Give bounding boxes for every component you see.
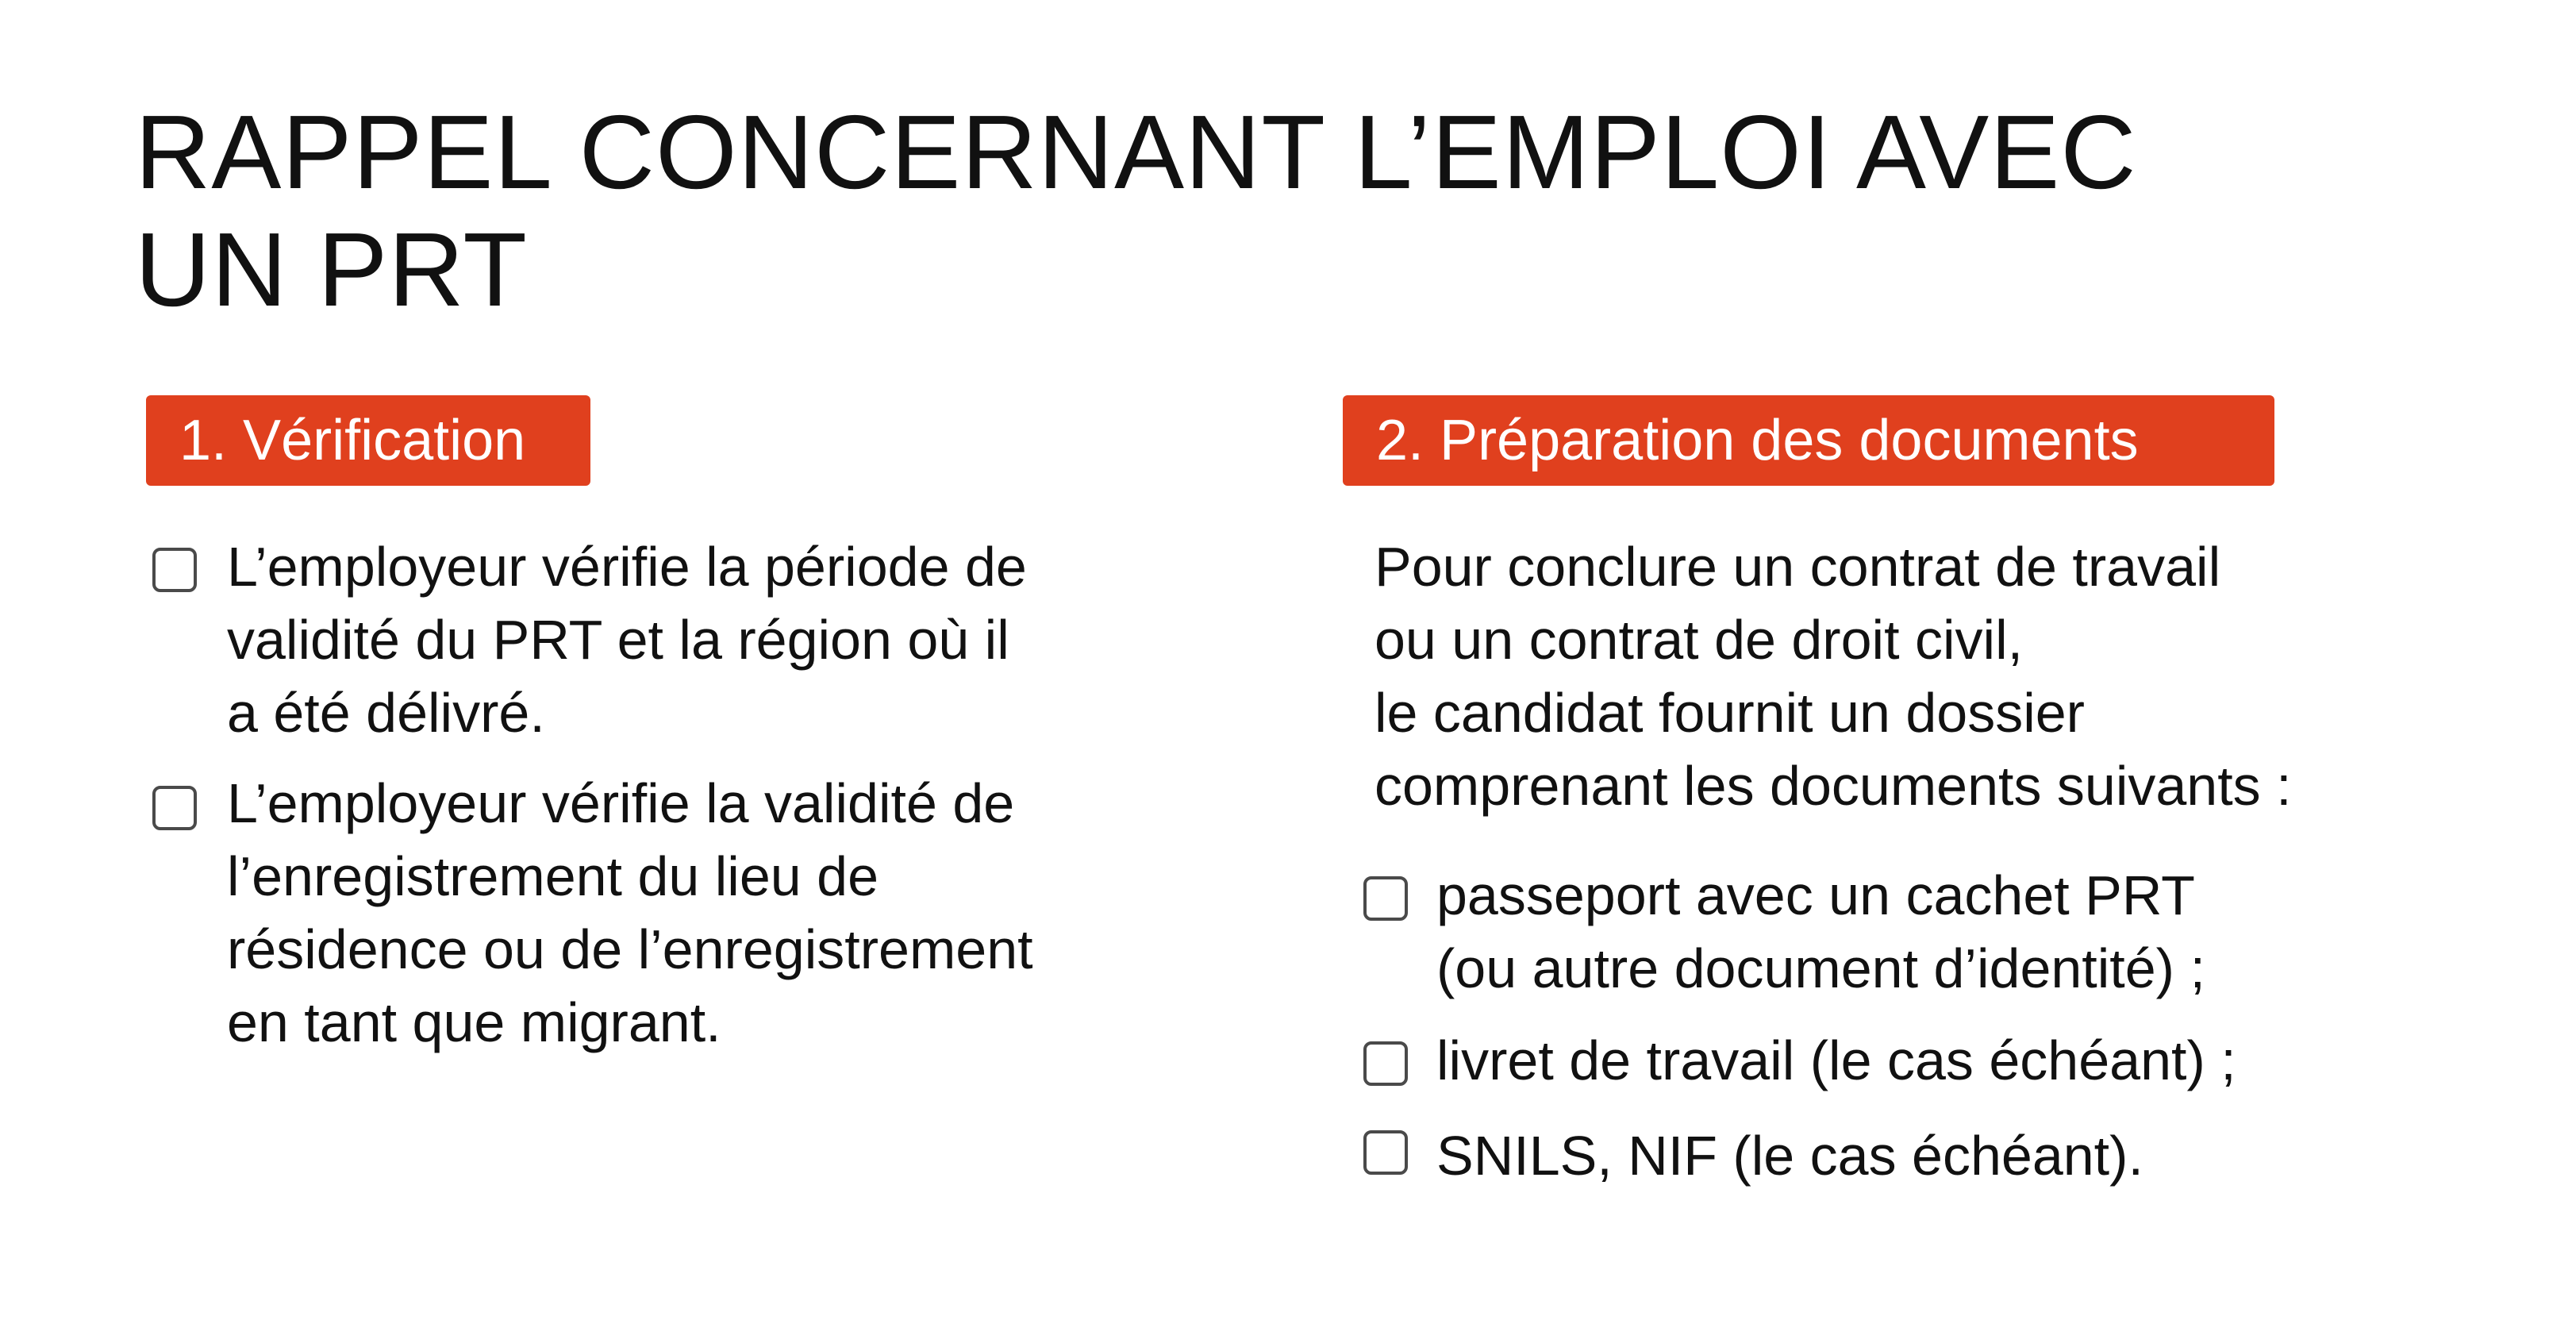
checklist-item-line: en tant que migrant. (227, 991, 721, 1053)
intro-line: Pour conclure un contrat de travail (1375, 536, 2221, 598)
checklist-item (1363, 859, 2205, 1005)
checklist-item-line: L’employeur vérifie la période de (227, 536, 1027, 598)
page-title (135, 94, 2476, 329)
checklist-item-line: l’enregistrement du lieu de (227, 845, 879, 907)
checklist-item (1363, 1024, 2236, 1097)
checkbox-icon[interactable] (152, 786, 197, 830)
checklist-item-line: passeport avec un cachet PRT (1436, 864, 2195, 926)
checklist-item (152, 530, 1027, 749)
checklist-item-line: validité du PRT et la région où il (227, 609, 1009, 671)
checklist-item (1363, 1119, 2143, 1192)
checklist-item-text (1436, 859, 2205, 1005)
checklist-item-line: (ou autre document d’identité) ; (1436, 937, 2205, 999)
checkbox-icon[interactable] (152, 548, 197, 592)
checklist-item-line: SNILS, NIF (le cas échéant). (1436, 1125, 2143, 1187)
checkbox-icon[interactable] (1363, 876, 1408, 921)
checklist-item-line: livret de travail (le cas échéant) ; (1436, 1029, 2236, 1091)
checklist-item-text (1436, 1119, 2143, 1192)
checklist-item-line: a été délivré. (227, 682, 545, 744)
title-line-1: RAPPEL CONCERNANT L’EMPLOI AVEC (135, 94, 2137, 210)
section-heading-documents: 2. Préparation des documents (1343, 395, 2274, 486)
title-line-2: UN PRT (135, 211, 528, 328)
intro-line: comprenant les documents suivants : (1375, 755, 2292, 817)
checkbox-icon[interactable] (1363, 1041, 1408, 1086)
checklist-item-text (227, 767, 1033, 1059)
checklist-item-text (1436, 1024, 2236, 1097)
checklist-item-line: L’employeur vérifie la validité de (227, 772, 1015, 834)
checklist-item-line: résidence ou de l’enregistrement (227, 918, 1033, 980)
checklist-item (152, 767, 1033, 1059)
checklist-item-text (227, 530, 1027, 749)
intro-line: ou un contrat de droit civil, (1375, 609, 2024, 671)
checkbox-icon[interactable] (1363, 1130, 1408, 1175)
intro-line: le candidat fournit un dossier (1375, 682, 2085, 744)
section-intro (1375, 530, 2292, 822)
section-heading-verification: 1. Vérification (146, 395, 590, 486)
